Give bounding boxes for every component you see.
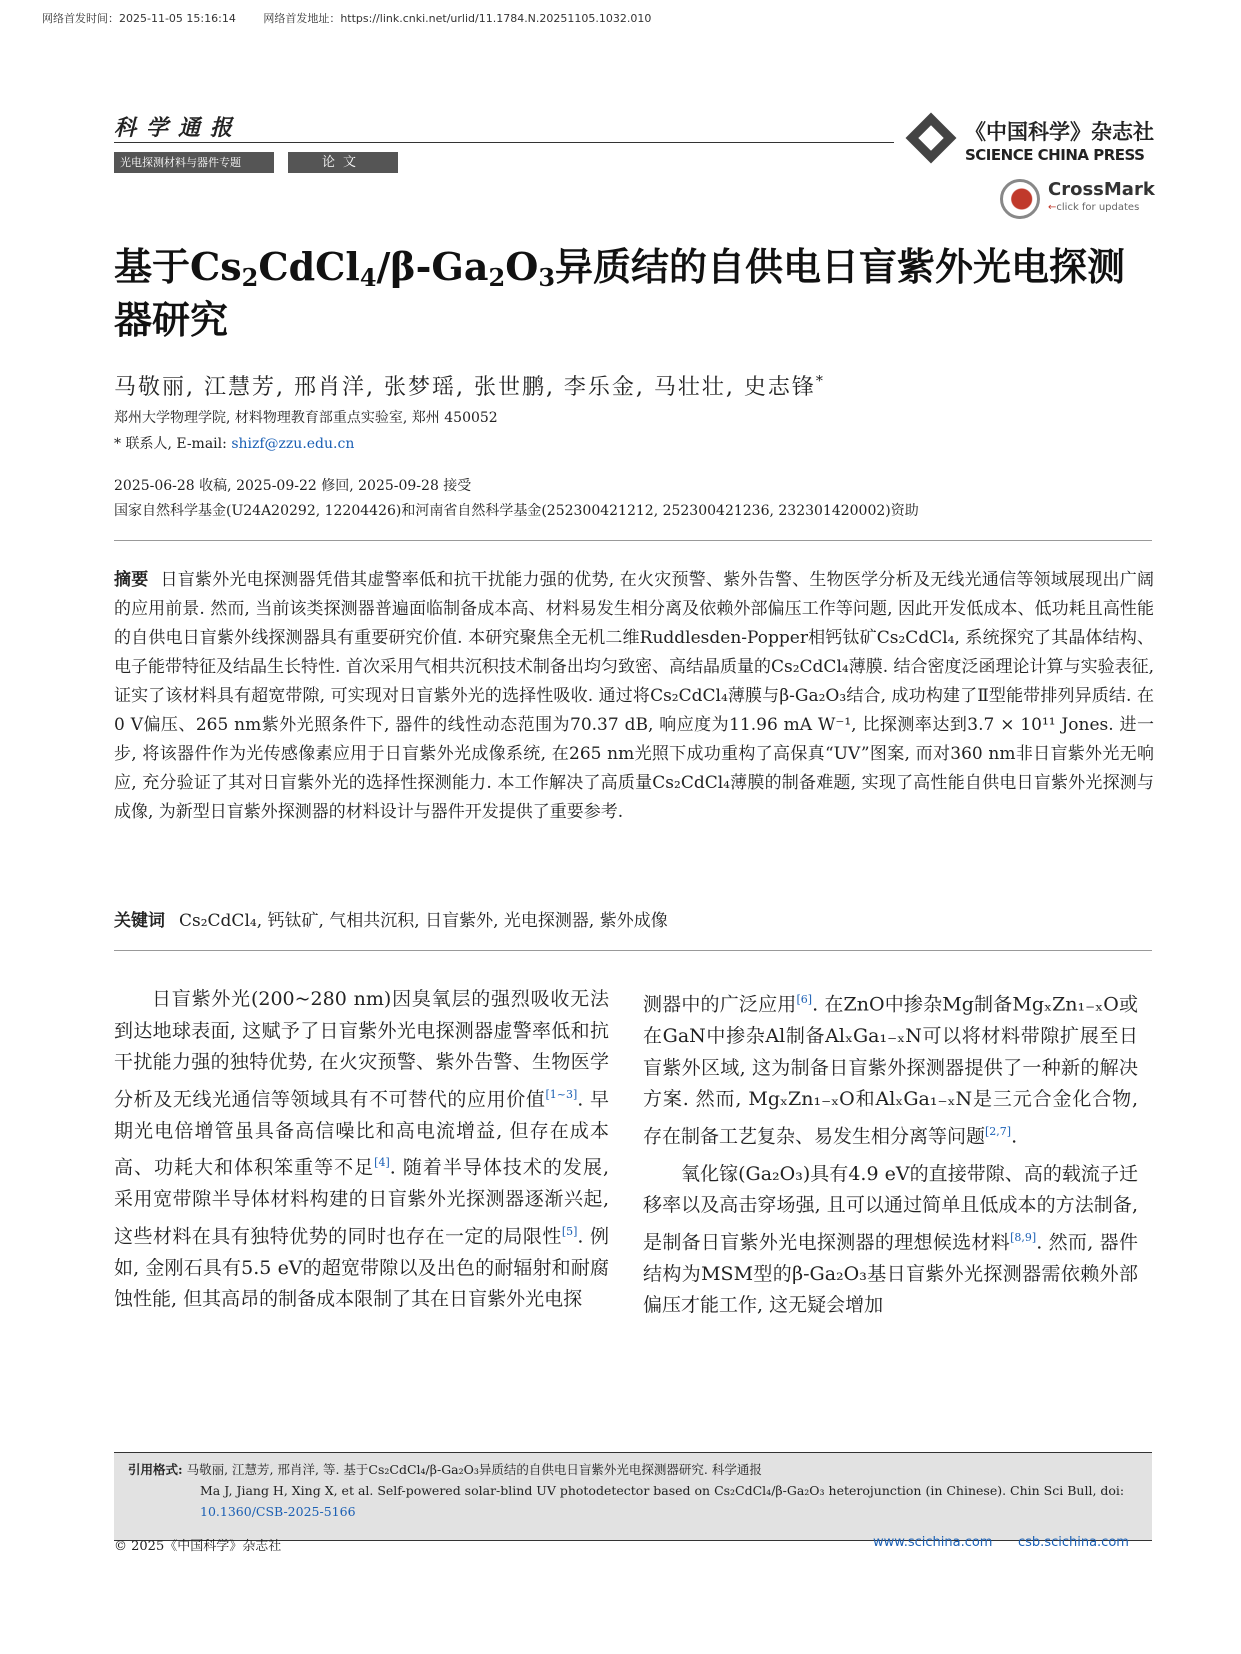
citation-cn: 引用格式: 马敬丽, 江慧芳, 邢肖洋, 等. 基于Cs₂CdCl₄/β-Ga₂O₃异质结的自供电日盲紫外光电探测器研究. 科学通报 bbox=[128, 1462, 762, 1477]
reference-link[interactable]: [5] bbox=[561, 1224, 578, 1238]
journal-website-link[interactable]: csb.scichina.com bbox=[1018, 1535, 1129, 1550]
publisher-name-en: SCIENCE CHINA PRESS bbox=[965, 146, 1145, 164]
citation-en: Ma J, Jiang H, Xing X, et al. Self-powered solar-blind UV photodetector based on Cs₂CdCl₄/β-Ga₂O₃ heterojunction (in Chinese). Chin Sci Bull, doi: bbox=[200, 1483, 1125, 1498]
keywords-label: 关键词 bbox=[114, 911, 165, 931]
copyright: © 2025《中国科学》杂志社 bbox=[114, 1539, 282, 1554]
crossmark-subtitle: ← click for updates bbox=[1048, 202, 1139, 213]
divider bbox=[114, 950, 1152, 951]
publisher-logo bbox=[905, 114, 1154, 174]
funding: 国家自然科学基金(U24A20292, 12204426)和河南省自然科学基金(252300421212, 252300421236, 232301420002)资助 bbox=[114, 503, 919, 519]
website-link[interactable]: www.scichina.com bbox=[873, 1535, 993, 1550]
crossmark-icon bbox=[1000, 179, 1040, 219]
reference-link[interactable]: [1~3] bbox=[545, 1087, 578, 1101]
abstract bbox=[114, 566, 1154, 827]
corresponding-mark: * bbox=[815, 373, 825, 390]
abstract-label: 摘要 bbox=[114, 570, 149, 590]
affiliation: 郑州大学物理学院, 材料物理教育部重点实验室, 郑州 450052 bbox=[114, 410, 498, 426]
special-issue-tag: 光电探测材料与器件专题 bbox=[114, 152, 274, 173]
email-link[interactable]: shizf@zzu.edu.cn bbox=[231, 436, 355, 452]
article-title: 基于$Cs_2CdCl_4/\beta-Ga_2O_3$异质结的自供电日盲紫外光电探测器研究 bbox=[114, 244, 1126, 342]
received-dates: 2025-06-28 收稿, 2025-09-22 修回, 2025-09-28 接受 bbox=[114, 478, 472, 494]
body-column-left bbox=[114, 984, 609, 1316]
online-publication-meta bbox=[42, 10, 675, 26]
citation-label: 引用格式: bbox=[128, 1462, 183, 1477]
reference-link[interactable]: [4] bbox=[374, 1156, 390, 1170]
crossmark-title: CrossMark bbox=[1048, 179, 1155, 200]
keywords-text: Cs₂CdCl₄, 钙钛矿, 气相共沉积, 日盲紫外, 光电探测器, 紫外成像 bbox=[179, 911, 668, 931]
author-list: 马敬丽, 江慧芳, 邢肖洋, 张梦瑶, 张世鹏, 李乐金, 马壮壮, 史志锋* bbox=[114, 373, 825, 400]
online-time: 网络首发时间：2025-11-05 15:16:14 bbox=[42, 12, 236, 25]
paragraph: 测器中的广泛应用[6]. 在ZnO中掺杂Mg制备MgₓZn₁₋ₓO或在GaN中掺杂Al制备AlₓGa₁₋ₓN可以将材料带隙扩展至日盲紫外区域, 这为制备日盲紫外探测器提供了一种新的解决方案. 然而, MgₓZn₁₋ₓO和AlₓGa₁₋ₓN是三元合金化合物, 存在制备工艺复杂、易发生相分离等问题[2,7]. bbox=[643, 993, 1138, 1148]
abstract-text: 日盲紫外光电探测器凭借其虚警率低和抗干扰能力强的优势, 在火灾预警、紫外告警、生物医学分析及无线光通信等领域展现出广阔的应用前景. 然而, 当前该类探测器普遍面临制备成本高、材料易发生相分离及依赖外部偏压工作等问题, 因此开发低成本、低功耗且高性能的自供电日盲紫外线探测器具有重要研究价值. 本研究聚焦全无机二维Ruddlesden-Popper相钙钛矿Cs₂CdCl₄, 系统探究了其晶体结构、电子能带特征及结晶生长特性. 首次采用气相共沉积技术制备出均匀致密、高结晶质量的Cs₂CdCl₄薄膜. 结合密度泛函理论计算与实验表征, 证实了该材料具有超宽带隙, 可实现对日盲紫外光的选择性吸收. 通过将Cs₂CdCl₄薄膜与β-Ga₂O₃结合, 成功构建了Ⅱ型能带排列异质结. 在0 V偏压、265 nm紫外光照条件下, 器件的线性动态范围为70.37 dB, 响应度为11.96 mA W⁻¹, 比探测率达到3.7 × 10¹¹ Jones. 进一步, 将该器件作为光传感像素应用于日盲紫外光成像系统, 在265 nm光照下成功重构了高保真“UV”图案, 而对360 nm非日盲紫外光无响应, 充分验证了其对日盲紫外光的选择性探测能力. 本工作解决了高质量Cs₂CdCl₄薄膜的制备难题, 实现了高性能自供电日盲紫外光探测与成像, 为新型日盲紫外探测器的材料设计与器件开发提供了重要参考. bbox=[114, 570, 1154, 822]
reference-link[interactable]: [8,9] bbox=[1010, 1230, 1037, 1244]
article-type-tag: 论文 bbox=[288, 152, 398, 173]
publisher-name-cn: 《中国科学》杂志社 bbox=[965, 120, 1154, 144]
body-column-right bbox=[643, 984, 1138, 1322]
crossmark-badge[interactable] bbox=[1000, 177, 1155, 225]
keywords bbox=[114, 906, 1154, 931]
publisher-diamond-icon bbox=[906, 113, 957, 164]
doi-link[interactable]: 10.1360/CSB-2025-5166 bbox=[200, 1504, 356, 1519]
corresponding-author: * 联系人, E-mail: shizf@zzu.edu.cn bbox=[114, 436, 355, 452]
reference-link[interactable]: [2,7] bbox=[985, 1124, 1012, 1138]
citation-box bbox=[114, 1452, 1152, 1541]
divider bbox=[114, 540, 1152, 541]
journal-logo: 科学通报 bbox=[114, 115, 243, 141]
paragraph: 日盲紫外光(200~280 nm)因臭氧层的强烈吸收无法到达地球表面, 这赋予了日盲紫外光电探测器虚警率低和抗干扰能力强的独特优势, 在火灾预警、紫外告警、生物医学分析及无线光通信等领域具有不可替代的应用价值[1~3]. 早期光电倍增管虽具备高信噪比和高电流增益, 但存在成本高、功耗大和体积笨重等不足[4]. 随着半导体技术的发展, 采用宽带隙半导体材料构建的日盲紫外光探测器逐渐兴起, 这些材料在具有独特优势的同时也存在一定的局限性[5]. 例如, 金刚石具有5.5 eV的超宽带隙以及出色的耐辐射和耐腐蚀性能, 但其高昂的制备成本限制了其在日盲紫外光电探 bbox=[114, 988, 609, 1311]
header-rule bbox=[114, 142, 894, 143]
paragraph: 氧化镓(Ga₂O₃)具有4.9 eV的直接带隙、高的载流子迁移率以及高击穿场强, 且可以通过简单且低成本的方法制备, 是制备日盲紫外光电探测器的理想候选材料[8,9]. 然而, 器件结构为MSM型的β-Ga₂O₃基日盲紫外光探测器需依赖外部偏压才能工作, 这无疑会增加 bbox=[643, 1162, 1138, 1317]
online-url[interactable]: 网络首发地址：https://link.cnki.net/urlid/11.1784.N.20251105.1032.010 bbox=[263, 12, 652, 25]
reference-link[interactable]: [6] bbox=[796, 993, 813, 1006]
